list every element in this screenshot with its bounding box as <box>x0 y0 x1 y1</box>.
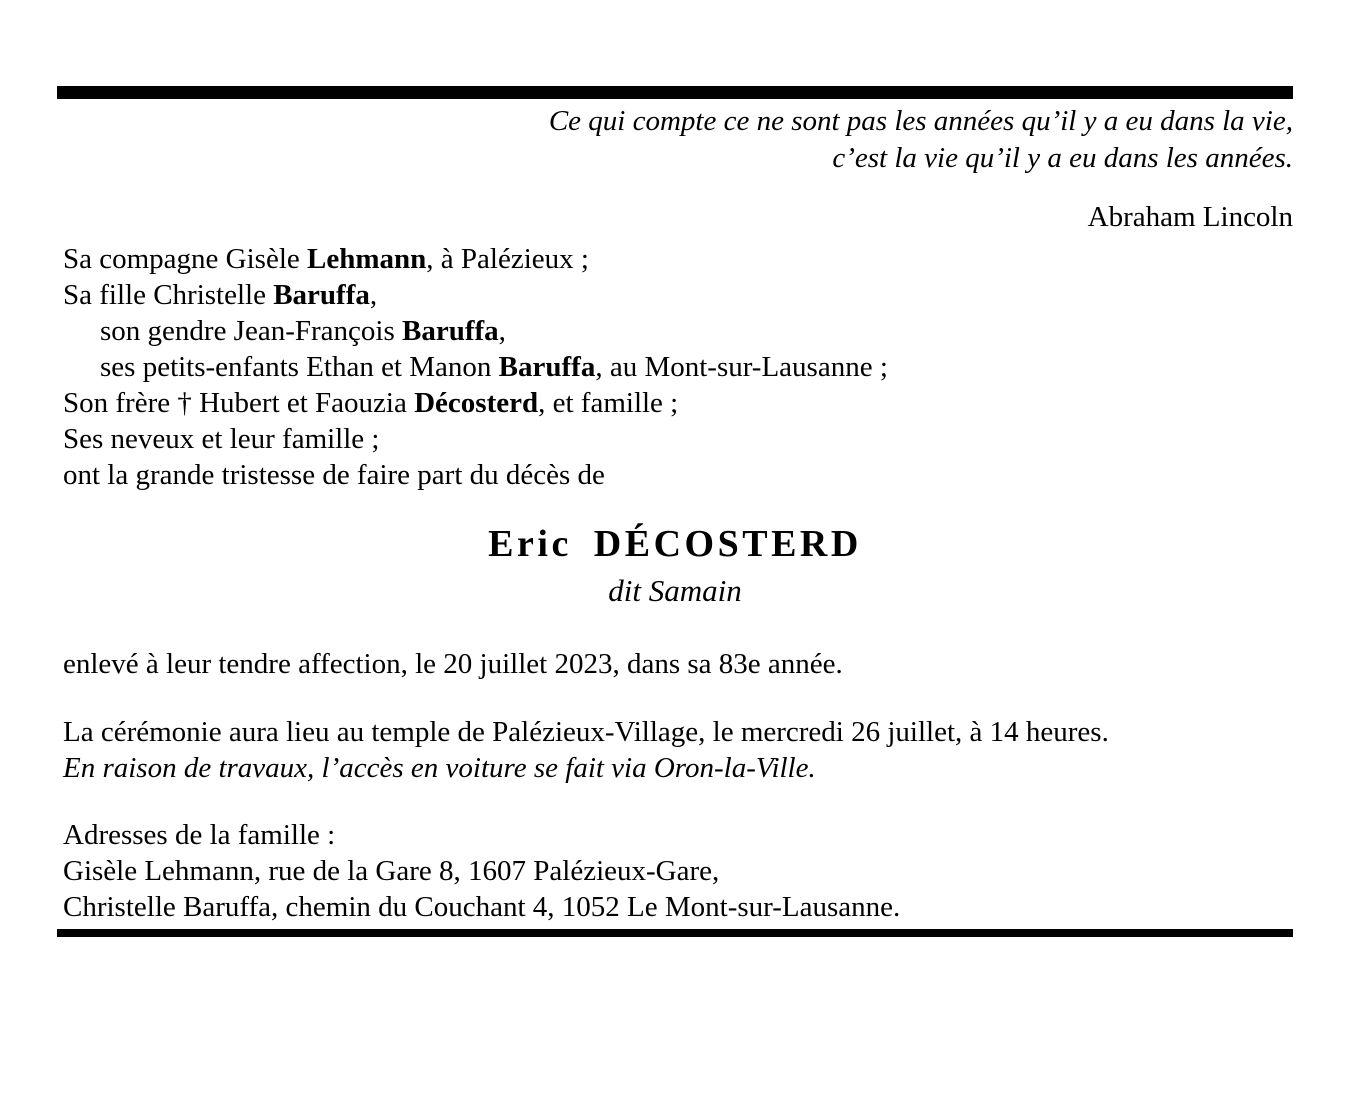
family-line-daughter <box>63 277 1293 313</box>
family-line-text: , au Mont-sur-Lausanne ; <box>595 351 888 383</box>
family-line-text: Son frère † Hubert et Faouzia <box>63 387 415 419</box>
family-line-son-in-law <box>63 313 1293 349</box>
deceased-name: Eric DÉCOSTERD <box>488 523 862 565</box>
family-surname: Lehmann <box>307 243 427 275</box>
family-line-text: Sa compagne Gisèle <box>63 243 308 275</box>
family-surname: Baruffa <box>273 279 370 311</box>
addresses-title: Adresses de la famille : <box>63 819 336 851</box>
obituary-page <box>0 86 1350 937</box>
family-list <box>57 241 1293 493</box>
family-line-text: ses petits-enfants Ethan et Manon <box>100 351 499 383</box>
family-line-text: Sa fille Christelle <box>63 279 274 311</box>
family-line-brother <box>63 385 1293 421</box>
top-divider-rule <box>57 86 1293 99</box>
family-surname: Baruffa <box>498 351 596 383</box>
family-line-text: , <box>369 279 378 311</box>
announcement-lead-in <box>63 457 1293 493</box>
ceremony-details: La cérémonie aura lieu au temple de Palézieux-Village, le mercredi 26 juillet, à 14 heures. <box>63 716 1109 748</box>
ceremony-info <box>57 714 1293 786</box>
family-surname: Décosterd <box>414 387 539 419</box>
address-line-baruffa: Christelle Baruffa, chemin du Couchant 4, 1052 Le Mont-sur-Lausanne. <box>63 891 901 923</box>
family-line-companion <box>63 241 1293 277</box>
death-notice: enlevé à leur tendre affection, le 20 juillet 2023, dans sa 83e année. <box>63 648 843 680</box>
bottom-divider-rule <box>57 929 1293 937</box>
family-line-text: , et famille ; <box>538 387 679 419</box>
family-line-text: ont la grande tristesse de faire part du décès de <box>63 459 605 491</box>
quote-line-2: c’est la vie qu’il y a eu dans les années. <box>832 142 1293 174</box>
address-line-lehmann: Gisèle Lehmann, rue de la Gare 8, 1607 Palézieux-Gare, <box>63 855 720 887</box>
deceased-alias: dit Samain <box>608 573 742 608</box>
ceremony-access-note: En raison de travaux, l’accès en voiture se fait via Oron-la-Ville. <box>63 752 816 784</box>
family-line-text: Ses neveux et leur famille ; <box>63 423 380 455</box>
quote-attribution: Abraham Lincoln <box>1087 201 1293 233</box>
family-addresses <box>57 817 1293 925</box>
family-line-nephews <box>63 421 1293 457</box>
family-surname: Baruffa <box>402 315 499 347</box>
quote-line-1: Ce qui compte ce ne sont pas les années qu’il y a eu dans la vie, <box>548 105 1293 137</box>
family-line-text: son gendre Jean-François <box>100 315 402 347</box>
family-line-text: , à Palézieux ; <box>426 243 589 275</box>
family-line-text: , <box>498 315 506 347</box>
quote-block <box>57 103 1293 177</box>
family-line-grandchildren <box>63 349 1293 385</box>
